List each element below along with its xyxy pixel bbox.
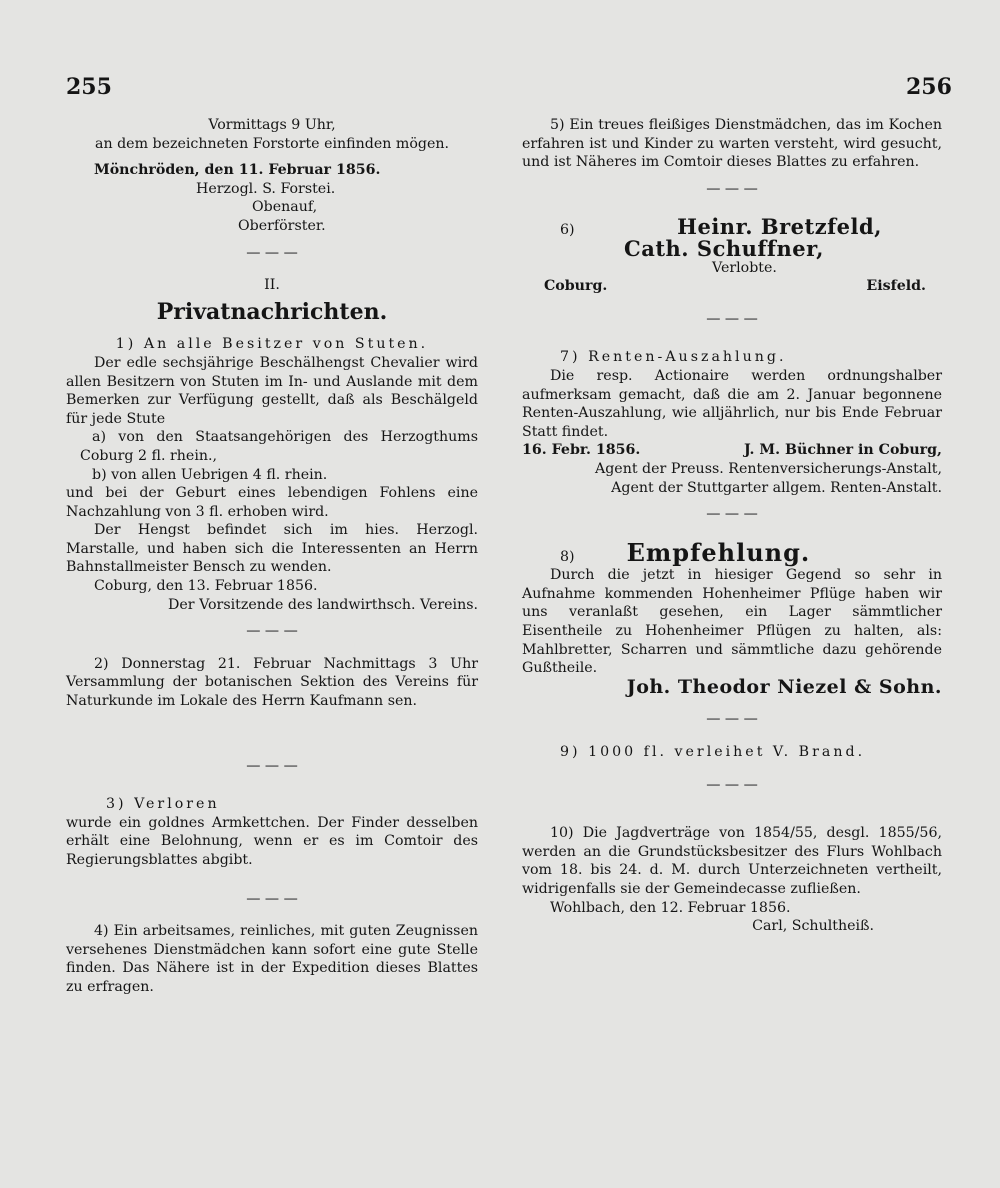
ad-title: 7) Renten-Auszahlung. [560, 349, 787, 366]
engagement-status: Verlobte. [712, 259, 777, 276]
date-line: Mönchröden, den 11. Februar 1856. [94, 162, 381, 179]
divider: — — — [706, 506, 758, 523]
divider: — — — [706, 711, 758, 728]
date-line: Coburg, den 13. Februar 1856. [94, 578, 318, 595]
divider: — — — [706, 310, 758, 327]
ad-paragraph: 2) Donnerstag 21. Februar Nachmittags 3 Uhr Versammlung der botanischen Sektion des Vereins für Naturkunde im Lokale des Herrn Kaufmann sen. [66, 655, 478, 710]
text-line: Vormittags 9 Uhr, [208, 117, 336, 133]
ad-paragraph: 4) Ein arbeitsames, reinliches, mit guten Zeugnissen versehenes Dienstmädchen kann sofort eine gute Stelle finden. Das Nähere ist in der Expedition dieses Blattes zu erfragen. [66, 923, 478, 995]
signature-name: J. M. Büchner in Coburg, [743, 442, 942, 459]
engaged-name-1: Heinr. Bretzfeld, [677, 214, 882, 240]
ad-paragraph: Durch die jetzt in hiesiger Gegend so sehr in Aufnahme kommenden Hohenheimer Pflüge haben wir uns veranlaßt gesehen, ein Lager sämmtlicher Eisentheile zu Hohenheimer Pflügen zu halten, als: Mahlbretter, Scharren und sämmtliche dazu gehörende Gußtheile. [522, 567, 942, 677]
date-line: Wohlbach, den 12. Februar 1856. [550, 899, 791, 916]
divider: — — — [246, 244, 298, 261]
section-number: II. [264, 277, 280, 294]
divider: — — — [246, 623, 298, 640]
ad-paragraph: 5) Ein treues fleißiges Dienstmädchen, das im Kochen erfahren ist und Kinder zu warten versteht, wird gesucht, und ist Näheres im Comtoir dieses Blattes zu erfahren. [522, 117, 942, 171]
signature-row [522, 441, 942, 460]
ad-list-item: a) von den Staatsangehörigen des Herzogthums Coburg 2 fl. rhein., [80, 429, 478, 464]
signature-line: Carl, Schultheiß. [752, 918, 874, 935]
ad-number: 6) [560, 222, 575, 239]
left-column [66, 116, 478, 997]
ad-paragraph: Der Hengst befindet sich im hies. Herzogl. Marstalle, und haben sich die Interessenten an Herrn Bahnstallmeister Bensch zu wenden. [66, 522, 478, 576]
section-heading: Privatnachrichten. [156, 298, 388, 325]
right-column [522, 116, 942, 936]
recommendation-header [522, 537, 942, 567]
company-signature: Joh. Theodor Niezel & Sohn. [626, 675, 942, 698]
signer-title: Oberförster. [238, 217, 326, 234]
page-number-right: 256 [906, 74, 952, 100]
divider: — — — [246, 890, 298, 907]
place-right: Eisfeld. [866, 278, 926, 295]
ad-title: 3) Verloren [106, 796, 220, 813]
divider: — — — [246, 757, 298, 774]
agent-line: Agent der Stuttgarter allgem. Renten-Anstalt. [611, 479, 942, 496]
ad-paragraph: 9) 1000 fl. verleihet V. Brand. [560, 744, 866, 761]
ad-paragraph: Der edle sechsjährige Beschälhengst Chevalier wird allen Besitzern von Stuten im In- und Auslande mit dem Bemerken zur Verfügung gestellt, daß als Beschälgeld für jede Stute [66, 354, 478, 427]
ad-list-item: b) von allen Uebrigen 4 fl. rhein. [92, 466, 328, 483]
page-number-left: 255 [66, 74, 112, 100]
ad-paragraph: und bei der Geburt eines lebendigen Fohlens eine Nachzahlung von 3 fl. erhoben wird. [66, 485, 478, 520]
signature-line: Der Vorsitzende des landwirthsch. Vereins. [168, 596, 478, 613]
text-line: an dem bezeichneten Forstorte einfinden mögen. [94, 135, 449, 152]
ad-title: Empfehlung. [626, 537, 811, 567]
divider: — — — [706, 180, 758, 197]
ad-title: 1) An alle Besitzer von Stuten. [115, 336, 429, 353]
ad-paragraph: 10) Die Jagdverträge von 1854/55, desgl. 1855/56, werden an die Grundstücksbesitzer des Flurs Wohlbach vom 18. bis 24. d. M. durch Unterzeichneten vertheilt, widrigenfalls sie der Gemeindecasse zufließen. [522, 825, 942, 897]
signer-name: Obenauf, [252, 199, 318, 216]
divider: — — — [706, 776, 758, 793]
agent-line: Agent der Preuss. Rentenversicherungs-Anstalt, [594, 460, 942, 477]
date-line: 16. Febr. 1856. [522, 442, 641, 459]
engaged-name-2: Cath. Schuffner, [624, 235, 824, 261]
office-name: Herzogl. S. Forstei. [196, 180, 336, 197]
ad-paragraph: wurde ein goldnes Armkettchen. Der Finder desselben erhält eine Belohnung, wenn er es im Comtoir des Regierungsblattes abgibt. [66, 814, 478, 868]
place-left: Coburg. [544, 278, 608, 295]
ad-number: 8) [560, 548, 575, 565]
ad-paragraph: Die resp. Actionaire werden ordnungshalber aufmerksam gemacht, daß die am 2. Januar begonnene Renten-Auszahlung, wie alljährlich, nur bis Ende Februar Statt findet. [522, 367, 942, 440]
engagement-places [522, 277, 942, 296]
